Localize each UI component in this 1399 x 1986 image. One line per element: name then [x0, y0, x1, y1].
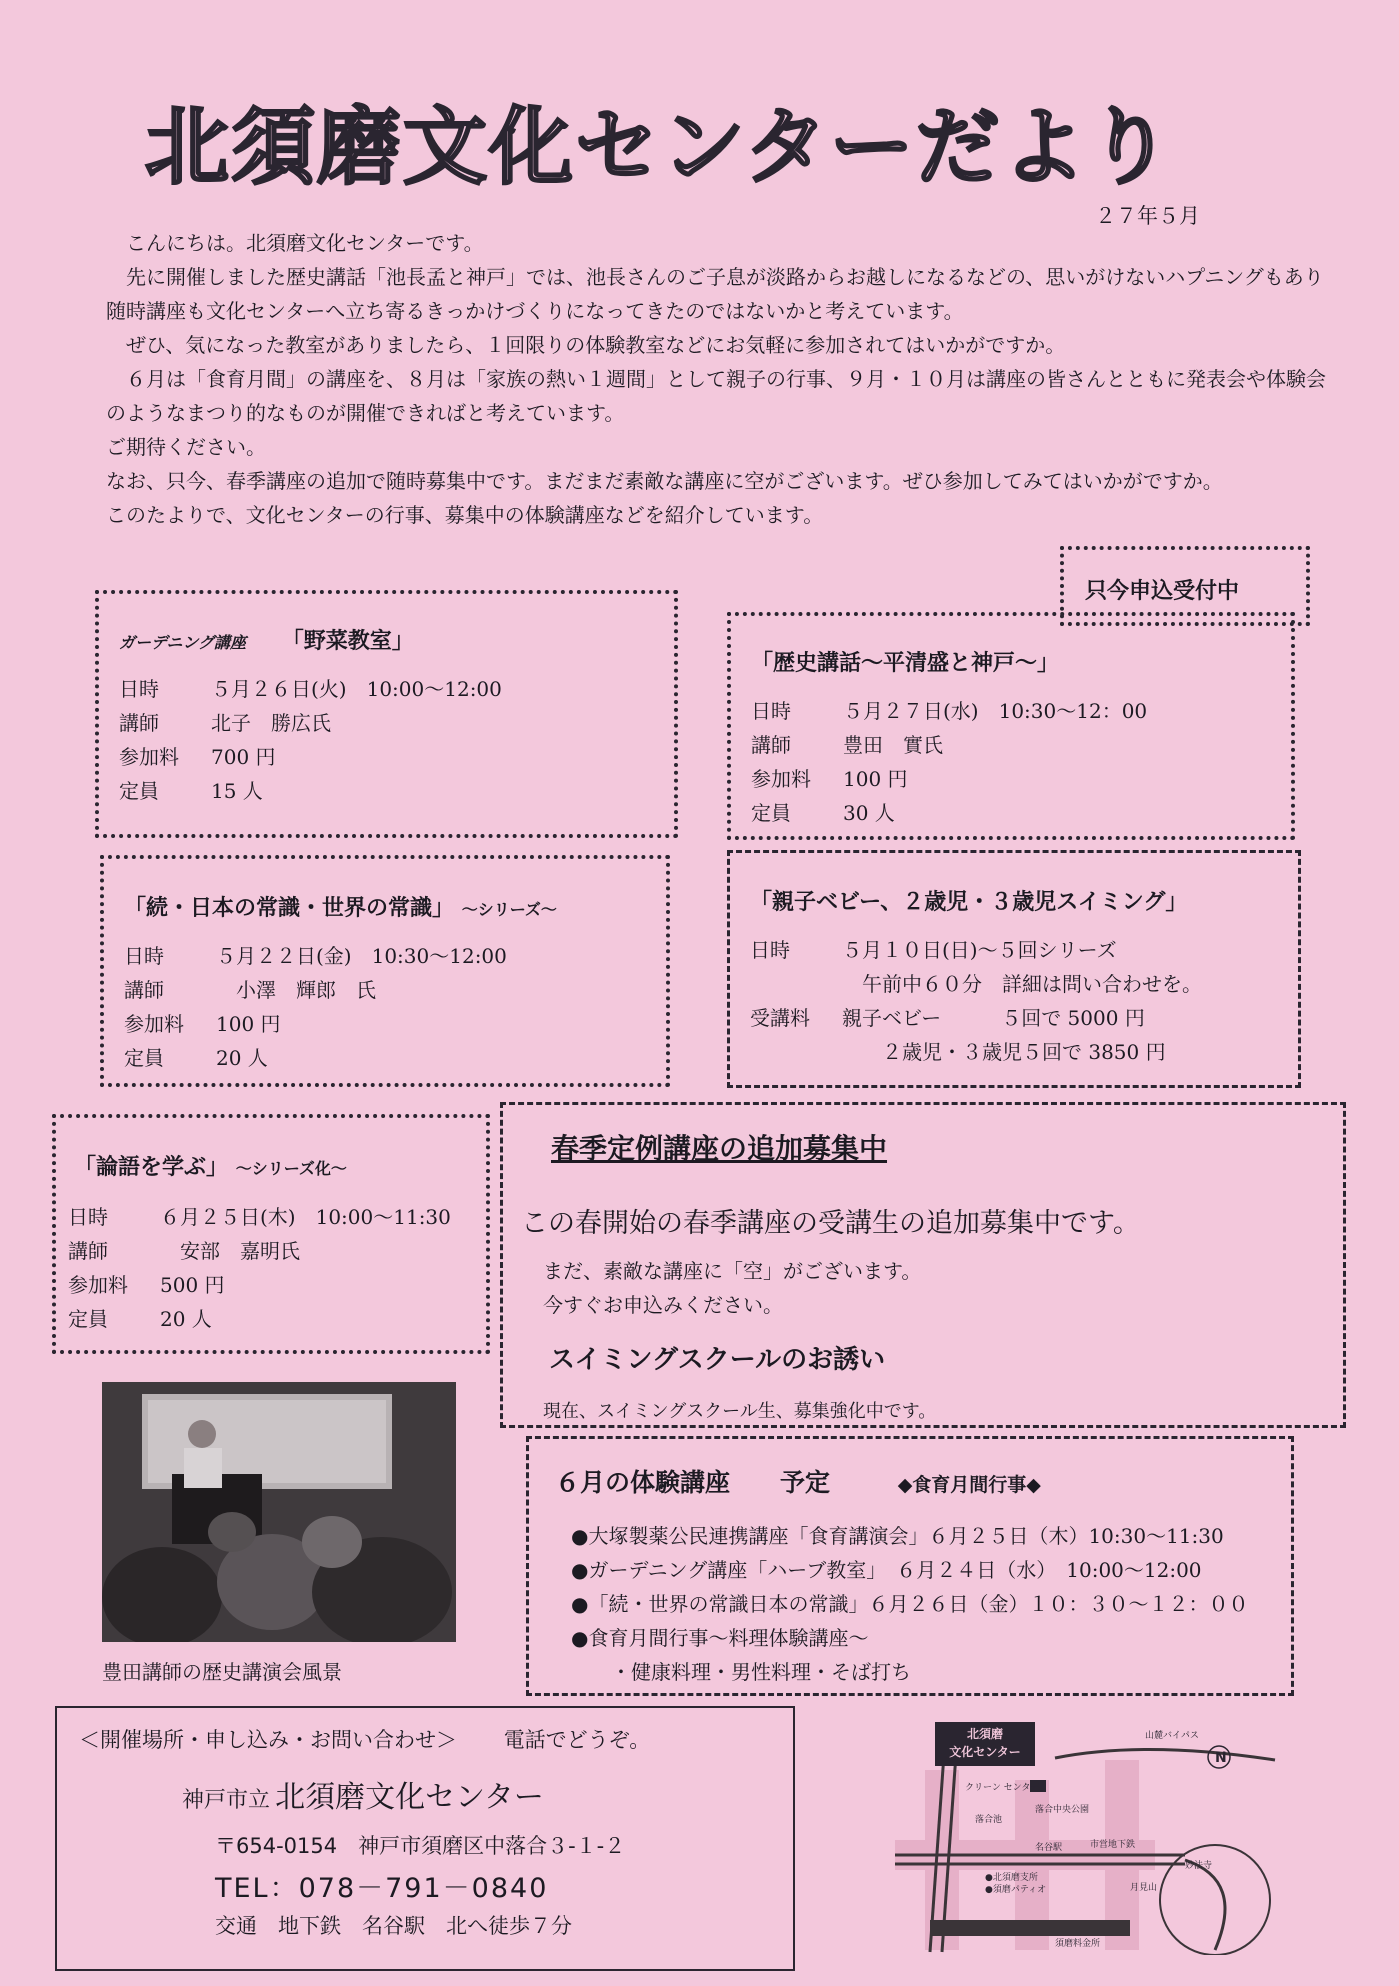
- intro-text: [106, 226, 1341, 532]
- issue-date: ２７年５月: [1095, 204, 1200, 228]
- intro-paragraph: ６月は「食育月間」の講座を、８月は「家族の熱い１週間」として親子の行事、９月・１０月は講座の皆さんとともに発表会や体験会のようなまつり的なものが開催できればと考えています。: [106, 367, 1326, 425]
- course-row: 講師 豊田 實氏: [751, 733, 943, 757]
- map-label: 妙法寺: [1185, 1861, 1213, 1871]
- contact-phone-note: 電話でどうぞ。: [503, 1728, 651, 1752]
- june-item: ●食育月間行事～料理体験講座～: [571, 1626, 869, 1650]
- contact-address: 〒654-0154 神戸市須磨区中落合３-１-２: [215, 1834, 626, 1858]
- map-label: 市営地下鉄: [1090, 1840, 1136, 1850]
- intro-paragraph: なお、只今、春季講座の追加で随時募集中です。まだまだ素敵な講座に空がございます。ぜひ参加してみてはいかがですか。: [106, 469, 1223, 493]
- swim-school-text: 現在、スイミングスクール生、募集強化中です。: [543, 1401, 937, 1422]
- course-card-rekishi: [727, 612, 1295, 840]
- intro-paragraph: ぜひ、気になった教室がありましたら、１回限りの体験教室などにお気軽に参加されてはいかがですか。: [106, 333, 1066, 357]
- course-row: 講師 安部 嘉明氏: [68, 1239, 300, 1263]
- course-row: 日時 ５月２２日(金) 10:30～12:00: [124, 944, 507, 968]
- contact-tel: TEL：078－791－0840: [215, 1873, 549, 1904]
- course-row: 午前中６０分 詳細は問い合わせを。: [842, 972, 1202, 996]
- course-card-joushiki: [100, 855, 670, 1087]
- course-title: 「歴史講話～平清盛と神戸～」: [751, 651, 1060, 676]
- course-row: 参加料 500 円: [68, 1273, 225, 1297]
- course-title: 「論語を学ぶ」: [74, 1155, 229, 1180]
- lecture-photo-image: [102, 1382, 456, 1642]
- course-row: 日時 ５月２７日(水) 10:30～12：00: [751, 699, 1148, 723]
- map-label: 名谷駅: [1035, 1843, 1063, 1853]
- spring-heading: 春季定例講座の追加募集中: [551, 1132, 888, 1165]
- course-title: 「野菜教室」: [281, 629, 414, 654]
- course-row: 日時 ６月２５日(木) 10:00～11:30: [68, 1205, 451, 1229]
- north-arrow-icon: N: [1215, 1750, 1227, 1766]
- map-label: ●須磨パティオ: [985, 1885, 1047, 1895]
- course-row: 定員 20 人: [124, 1046, 268, 1070]
- spring-line: 今すぐお申込みください。: [543, 1293, 783, 1317]
- spring-line: まだ、素敵な講座に「空」がございます。: [543, 1259, 922, 1283]
- course-card-swim: [727, 850, 1301, 1088]
- lecture-photo: [102, 1382, 456, 1642]
- course-row: 日時 ５月２６日(火) 10:00～12:00: [119, 677, 502, 701]
- course-card-rongo: [52, 1114, 490, 1354]
- june-item: ・健康料理・男性料理・そば打ち: [571, 1660, 911, 1684]
- intro-paragraph: こんにちは。北須磨文化センターです。: [106, 231, 484, 255]
- june-item: ●大塚製薬公民連携講座「食育講演会」６月２５日（木）10:30～11:30: [571, 1524, 1224, 1548]
- map-image: [885, 1720, 1285, 1955]
- map-label: 落合中央公園: [1035, 1805, 1090, 1815]
- course-row: ２歳児・３歳児５回で 3850 円: [842, 1040, 1166, 1064]
- page-title: 北須磨文化センターだより: [145, 98, 1174, 196]
- contact-access: 交通 地下鉄 名谷駅 北へ徒歩７分: [215, 1914, 572, 1938]
- june-tag: ◆食育月間行事◆: [897, 1474, 1041, 1496]
- course-row: 参加料 700 円: [119, 745, 276, 769]
- course-suffix: ～シリーズ～: [461, 900, 557, 919]
- access-map: [885, 1720, 1285, 1955]
- map-label: 須磨料金所: [1055, 1939, 1101, 1949]
- june-item: ●ガーデニング講座「ハーブ教室」 ６月２４日（水） 10:00～12:00: [571, 1558, 1202, 1582]
- course-title: 「親子ベビー、２歳児・３歳児スイミング」: [750, 890, 1188, 915]
- spring-lead: この春開始の春季講座の受講生の追加募集中です。: [521, 1208, 1140, 1239]
- map-label: クリーン センター: [965, 1783, 1040, 1793]
- intro-paragraph: 先に開催しました歴史講話「池長孟と神戸」では、池長さんのご子息が淡路からお越しになるなどの、思いがけないハプニングもあり随時講座も文化センターへ立ち寄るきっかけづくりになってきたのではないかと考えています。: [106, 265, 1324, 323]
- june-item: ●「続・世界の常識日本の常識」６月２６日（金）１０：３０～１２：００: [571, 1592, 1249, 1616]
- banner-text: 只今申込受付中: [1085, 579, 1240, 604]
- swim-school-heading: スイミングスクールのお誘い: [549, 1345, 886, 1375]
- spring-recruitment-box: [500, 1102, 1346, 1428]
- course-row: 定員 20 人: [68, 1307, 212, 1331]
- map-label: 月見山: [1130, 1883, 1158, 1893]
- course-row: 講師 小澤 輝郎 氏: [124, 978, 376, 1002]
- map-label: 山麓バイパス: [1145, 1731, 1199, 1741]
- course-suffix: ～シリーズ化～: [235, 1159, 347, 1178]
- course-prefix: ガーデニング講座: [119, 633, 247, 652]
- intro-paragraph: ご期待ください。: [106, 435, 266, 459]
- course-row: 日時 ５月１０日(日)～５回シリーズ: [750, 938, 1117, 962]
- map-label: 落合池: [975, 1815, 1003, 1825]
- course-row: 参加料 100 円: [124, 1012, 281, 1036]
- course-row: 参加料 100 円: [751, 767, 908, 791]
- intro-paragraph: このたよりで、文化センターの行事、募集中の体験講座などを紹介しています。: [106, 503, 824, 527]
- course-row: 受講料 親子ベビー ５回で 5000 円: [750, 1006, 1145, 1030]
- june-courses-box: [526, 1436, 1294, 1696]
- contact-header: ＜開催場所・申し込み・お問い合わせ＞: [79, 1728, 457, 1752]
- map-label: ●北須磨支所: [985, 1873, 1038, 1883]
- june-heading: ６月の体験講座 予定: [555, 1468, 831, 1497]
- photo-caption: 豊田講師の歴史講演会風景: [102, 1660, 342, 1684]
- contact-box: [55, 1706, 795, 1971]
- org-name: 北須磨文化センター: [275, 1780, 544, 1815]
- course-row: 定員 30 人: [751, 801, 895, 825]
- map-center-label-line2: 文化センター: [949, 1745, 1021, 1759]
- course-row: 講師 北子 勝広氏: [119, 711, 331, 735]
- course-title: 「続・日本の常識・世界の常識」: [124, 896, 455, 921]
- course-row: 定員 15 人: [119, 779, 263, 803]
- course-card-yasai: [95, 590, 678, 838]
- org-prefix: 神戸市立: [182, 1788, 271, 1813]
- map-center-label-line1: 北須磨: [966, 1727, 1004, 1741]
